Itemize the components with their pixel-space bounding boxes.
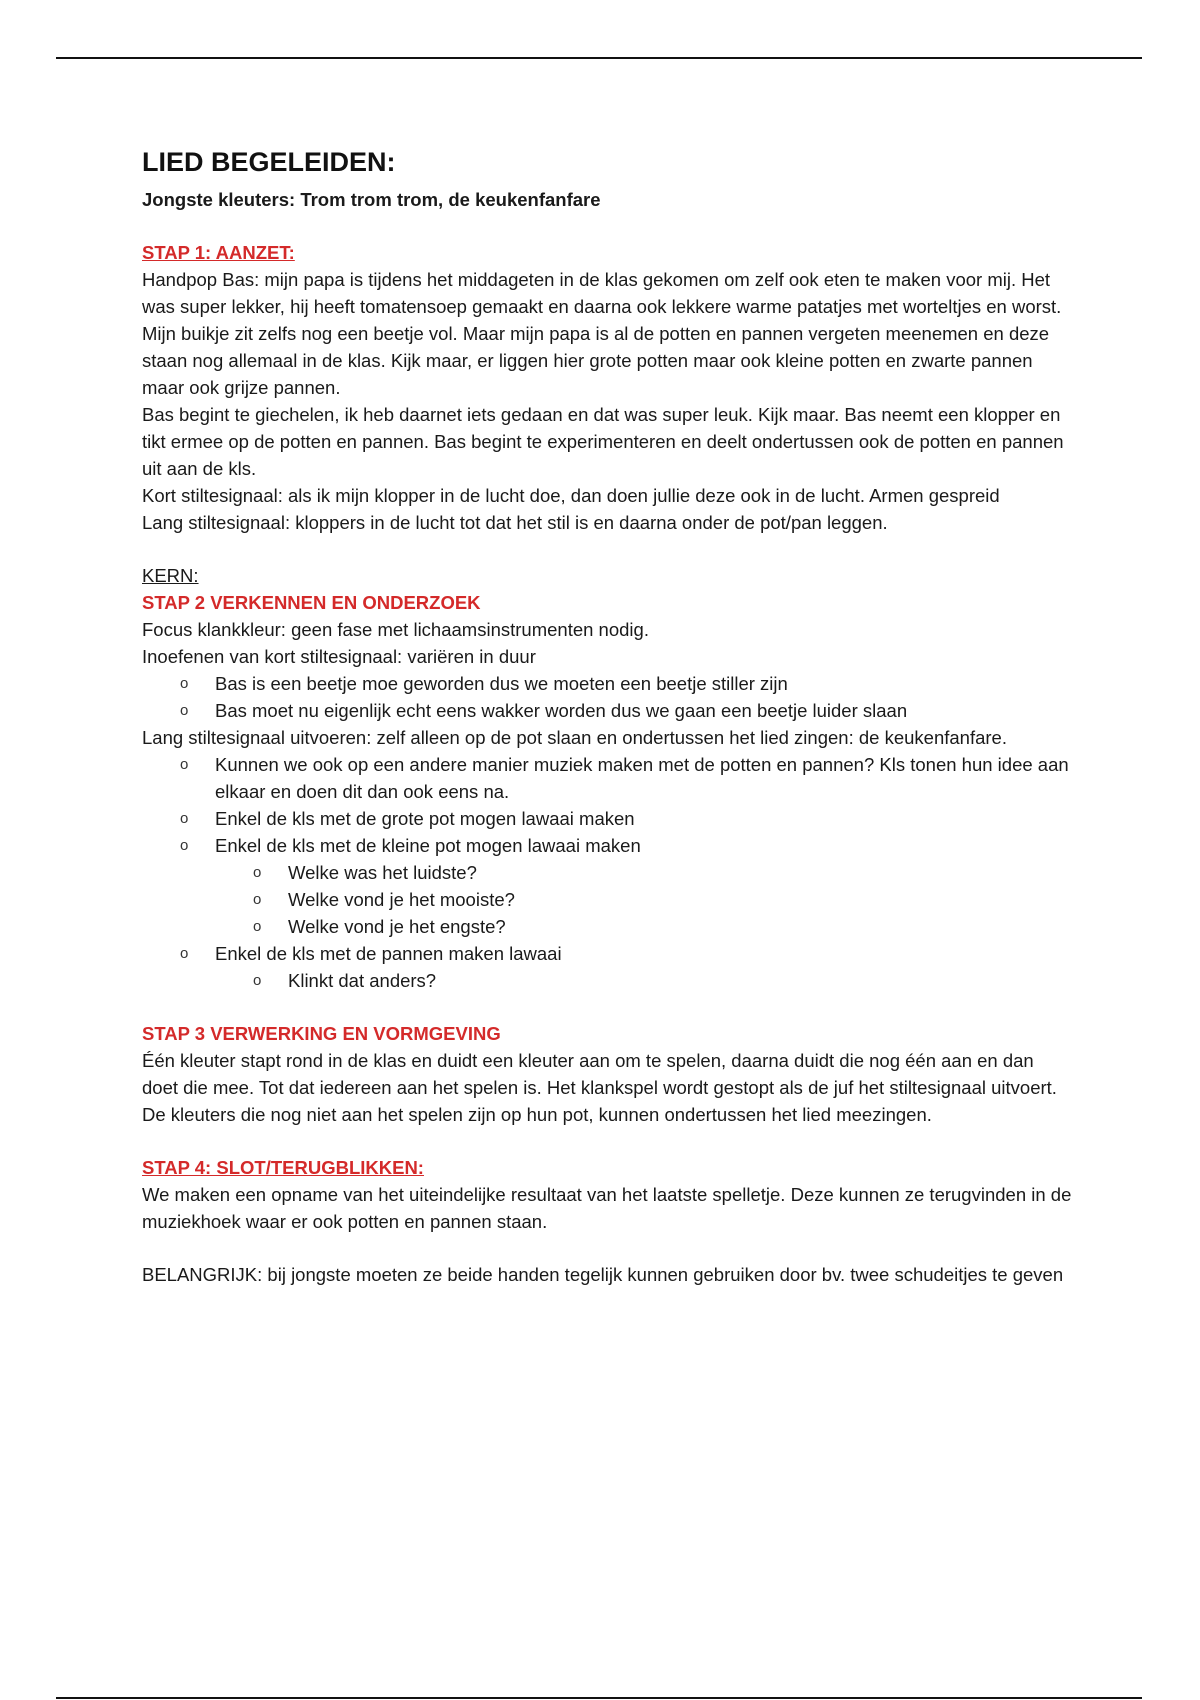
step2-line: Lang stiltesignaal uitvoeren: zelf alleen op de pot slaan en ondertussen het lied zingen: de keukenfanfare. bbox=[142, 727, 1007, 748]
step1-heading: STAP 1: AANZET: bbox=[142, 242, 295, 263]
document-page bbox=[142, 144, 1072, 1288]
document-subtitle: Jongste kleuters: Trom trom trom, de keukenfanfare bbox=[142, 189, 601, 210]
bottom-rule bbox=[56, 1697, 1142, 1699]
list-item: o Enkel de kls met de pannen maken lawaai bbox=[142, 940, 1072, 967]
list-item: o Welke was het luidste? bbox=[142, 859, 1072, 886]
bullet-list bbox=[142, 670, 1072, 724]
list-item: o Klinkt dat anders? bbox=[142, 967, 1072, 994]
step1-paragraph: Handpop Bas: mijn papa is tijdens het middageten in de klas gekomen om zelf ook eten te maken voor mij. Het was super lekker, hij heeft tomatensoep gemaakt en daarna ook lekkere warme patatjes met worteltjes en worst. Mijn buikje zit zelfs nog een beetje vol. Maar mijn papa is al de potten en pannen vergeten meenemen en deze staan nog allemaal in de klas. Kijk maar, er liggen hier grote potten maar ook kleine potten en zwarte pannen maar ook grijze pannen. bbox=[142, 269, 1062, 398]
step2-line: Focus klankkleur: geen fase met lichaamsinstrumenten nodig. bbox=[142, 619, 649, 640]
list-item: o Bas moet nu eigenlijk echt eens wakker worden dus we gaan een beetje luider slaan bbox=[142, 697, 1072, 724]
list-item: o Welke vond je het mooiste? bbox=[142, 886, 1072, 913]
sub-bullet-list bbox=[142, 859, 1072, 940]
step2-heading: STAP 2 VERKENNEN EN ONDERZOEK bbox=[142, 592, 481, 613]
top-rule bbox=[56, 57, 1142, 59]
list-item: o Welke vond je het engste? bbox=[142, 913, 1072, 940]
step3-heading: STAP 3 VERWERKING EN VORMGEVING bbox=[142, 1023, 501, 1044]
step3-paragraph: Één kleuter stapt rond in de klas en duidt een kleuter aan om te spelen, daarna duidt die nog één aan en dan doet die mee. Tot dat iedereen aan het spelen is. Het klankspel wordt gestopt als de juf het stiltesignaal uitvoert. bbox=[142, 1050, 1057, 1098]
step1-paragraph: Bas begint te giechelen, ik heb daarnet iets gedaan en dat was super leuk. Kijk maar. Bas neemt een klopper en tikt ermee op de potten en pannen. Bas begint te experimenteren en deelt ondertussen ook de potten en pannen uit aan de kls. bbox=[142, 404, 1064, 479]
step1-paragraph: Lang stiltesignaal: kloppers in de lucht tot dat het stil is en daarna onder de pot/pan leggen. bbox=[142, 512, 888, 533]
sub-bullet-list bbox=[142, 967, 1072, 994]
bullet-list bbox=[142, 751, 1072, 859]
step3-paragraph: De kleuters die nog niet aan het spelen zijn op hun pot, kunnen ondertussen het lied meezingen. bbox=[142, 1104, 932, 1125]
important-note: BELANGRIJK: bij jongste moeten ze beide handen tegelijk kunnen gebruiken door bv. twee schudeitjes te geven bbox=[142, 1264, 1064, 1285]
list-item: o Kunnen we ook op een andere manier muziek maken met de potten en pannen? Kls tonen hun idee aan elkaar en doen dit dan ook eens na. bbox=[142, 751, 1072, 805]
bullet-list bbox=[142, 940, 1072, 967]
kern-label: KERN: bbox=[142, 565, 199, 586]
step4-paragraph: We maken een opname van het uiteindelijke resultaat van het laatste spelletje. Deze kunnen ze terugvinden in de muziekhoek waar er ook potten en pannen staan. bbox=[142, 1184, 1072, 1232]
document-title: LIED BEGELEIDEN: bbox=[142, 147, 396, 177]
step4-heading: STAP 4: SLOT/TERUGBLIKKEN: bbox=[142, 1157, 424, 1178]
list-item: o Enkel de kls met de kleine pot mogen lawaai maken bbox=[142, 832, 1072, 859]
list-item: o Bas is een beetje moe geworden dus we moeten een beetje stiller zijn bbox=[142, 670, 1072, 697]
step2-line: Inoefenen van kort stiltesignaal: variëren in duur bbox=[142, 646, 536, 667]
step1-paragraph: Kort stiltesignaal: als ik mijn klopper in de lucht doe, dan doen jullie deze ook in de lucht. Armen gespreid bbox=[142, 485, 1000, 506]
list-item: o Enkel de kls met de grote pot mogen lawaai maken bbox=[142, 805, 1072, 832]
